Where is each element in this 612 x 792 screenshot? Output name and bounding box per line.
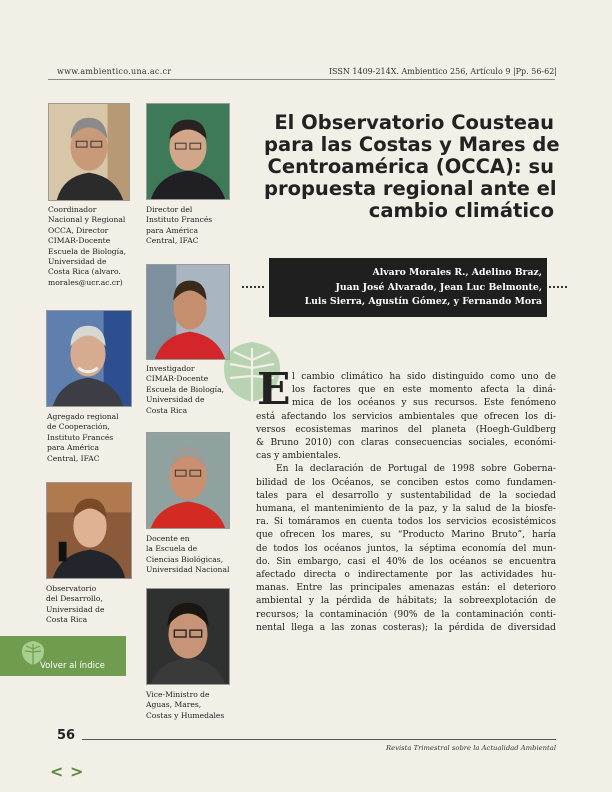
caption-gomez: Observatorio del Desarrollo, Universidad de Costa Rica: [46, 584, 105, 625]
caption-mora: Vice-Ministro de Aguas, Mares, Costas y Humedales: [146, 690, 225, 720]
author-photo-belmonte: [46, 310, 132, 407]
caption-braz: Director del Instituto Francés para América Central, IFAC: [146, 205, 213, 246]
next-page-button[interactable]: >: [70, 762, 84, 781]
page-number: 56: [57, 728, 76, 743]
caption-morales: Coordinador Nacional y Regional OCCA, Director CIMAR-Docente Escuela de Biología, Universidad de Costa Rica (alvaro. morales@ucr.ac.cr): [48, 205, 127, 287]
author-photo-braz: [146, 103, 230, 200]
header-citation: ISSN 1409-214X. Ambientico 256, Artículo 9 |Pp. 56-62|: [328, 67, 557, 76]
article-title: El Observatorio Cousteau para las Costas y Mares de Centroamérica (OCCA): su propuesta regional ante el cambio climático: [264, 111, 560, 222]
author-photo-gomez: [46, 482, 132, 579]
authors-list: Alvaro Morales R., Adelino Braz, Juan José Alvarado, Jean Luc Belmonte, Luis Sierra, Agustín Gómez, y Fernando Mora: [304, 267, 542, 307]
caption-belmonte: Agregado regional de Cooperación, Instituto Francés para América Central, IFAC: [47, 412, 119, 463]
author-photo-sierra: [146, 432, 230, 529]
header-rule: [48, 79, 555, 80]
article-body: l cambio climático ha sido distinguido como uno de los factores que en este momento afecta la diná- mica de los océanos y sus recursos. Este fenómeno está afectando los servicios ambientales que ofrecen los di- versos ecosistemas marinos del planeta (Hoegh-Guldberg & Bruno 2010) con claras consecuencias sociales, económi- cas y ambientales. En la declaración de Portugal de 1998 sobre Goberna- bilidad de los Océanos, se conciben estos como fundamen- tales para el desarrollo y sustentabilidad de la sociedad humana, el mantenimiento de la paz, y la salud de la biosfe- ra. Si tomáramos en cuenta todos los servicios ecosistémicos que ofrecen los mares, su “Producto Marino Bruto”, haría de todos los océanos juntos, la séptima economía del mun- do. Sin embargo, casi el 40% de los océanos se encuentra afectado directa o indirectamente por las actividades hu- manas. Entre las principales amenazas están: el deterioro ambiental y la pérdida de hábitats; la sobreexplotación de recursos; la contaminación (90% de la contaminación conti- nental llega a las zonas costeras); la pérdida de diversidad: [256, 372, 556, 633]
caption-sierra: Docente en la Escuela de Ciencias Biológicas, Universidad Nacional: [146, 534, 230, 575]
caption-alvarado: Investigador CIMAR-Docente Escuela de Biología, Universidad de Costa Rica: [146, 364, 225, 415]
authors-dots-right: [549, 286, 567, 288]
author-photo-mora: [146, 588, 230, 685]
footer-journal: Revista Trimestral sobre la Actualidad Ambiental: [386, 744, 556, 752]
footer-rule: [82, 739, 556, 740]
authors-dots-left: [242, 286, 264, 288]
previous-page-button[interactable]: <: [50, 762, 64, 781]
header-website: www.ambientico.una.ac.cr: [57, 67, 172, 76]
back-to-index-label[interactable]: Volver al índice: [40, 661, 105, 671]
drop-cap: E: [257, 364, 291, 415]
author-photo-morales: [48, 103, 130, 201]
